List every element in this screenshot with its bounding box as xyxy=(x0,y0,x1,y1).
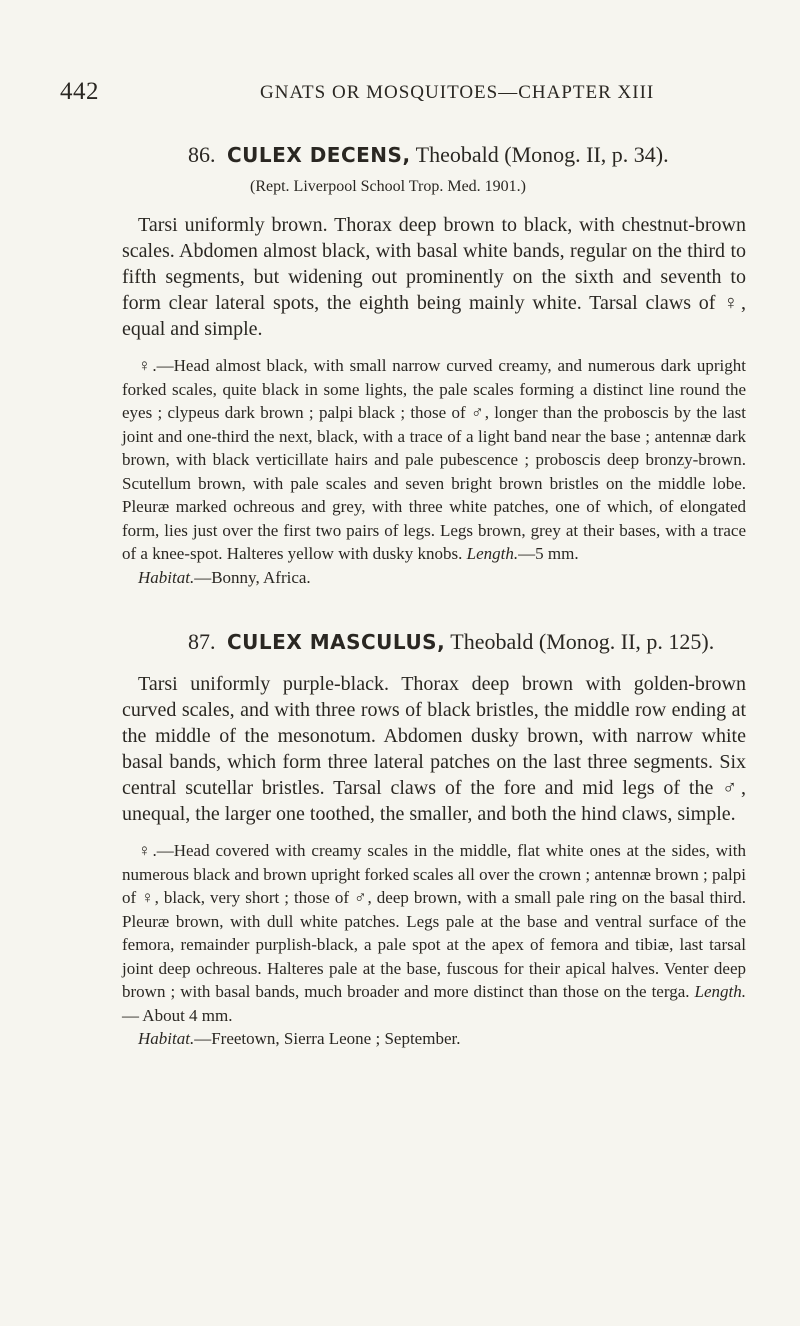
species-name: CULEX DECENS, xyxy=(227,143,411,167)
habitat-label: Habitat. xyxy=(138,1029,195,1048)
entry-heading xyxy=(188,627,746,657)
authority-citation: Theobald (Monog. II, p. 34). xyxy=(415,142,669,167)
literature-reference: (Rept. Liverpool School Trop. Med. 1901.) xyxy=(250,178,526,195)
entry-number: 87. xyxy=(188,629,216,654)
length-value: —5 mm. xyxy=(518,544,579,563)
species-entry-culex-decens xyxy=(122,140,746,589)
habitat-value: —Freetown, Sierra Leone ; September. xyxy=(194,1029,461,1048)
description-text: ♀.—Head covered with creamy scales in the middle, flat white ones at the sides, with numerous black and brown upright forked scales all over the crown ; antennæ brown ; palpi of ♀, black, very short ; those of ♂, deep brown, with a small pale ring on the basal third. Pleuræ brown, with dull white patches. Legs pale at the base and ventral surface of the femora, remainder purplish-black, a pale spot at the apex of femora and tibiæ, last tarsal joint deep ochreous. Halteres pale at the base, fuscous for their apical halves. Venter deep brown ; with basal bands, much broader and more distinct than those on the terga. xyxy=(122,841,746,1001)
habitat-line xyxy=(122,1027,746,1051)
entry-number: 86. xyxy=(188,142,216,167)
description-paragraph xyxy=(122,839,746,1027)
species-name: CULEX MASCULUS, xyxy=(227,630,446,654)
length-label: Length. xyxy=(694,982,746,1001)
habitat-value: —Bonny, Africa. xyxy=(194,567,311,587)
page-number: 442 xyxy=(60,78,99,105)
species-entry-culex-masculus xyxy=(122,627,746,1051)
page-content xyxy=(122,140,746,1051)
diagnosis-paragraph: Tarsi uniformly purple-black. Thorax deep brown with golden-brown curved scales, and with three rows of black bristles, the middle row ending at the middle of the mesonotum. Abdomen dusky brown, with narrow white basal bands, which form three lateral patches on the last three segments. Six central scutellar bristles. Tarsal claws of the fore and mid legs of the ♂, unequal, the larger one toothed, the smaller, and both the hind claws, simple. xyxy=(122,673,746,825)
description-paragraph xyxy=(122,354,746,566)
habitat-label: Habitat. xyxy=(138,567,195,587)
authority-citation: Theobald (Monog. II, p. 125). xyxy=(450,629,715,654)
diagnosis-paragraph: Tarsi uniformly brown. Thorax deep brown to black, with chestnut-brown scales. Abdomen almost black, with basal white bands, regular on the third to fifth segments, but widening out prominently on the sixth and seventh to form clear lateral spots, the eighth being mainly white. Tarsal claws of ♀, equal and simple. xyxy=(122,214,746,340)
entry-separator xyxy=(122,589,746,627)
length-label: Length. xyxy=(466,544,519,563)
entry-heading xyxy=(188,140,746,170)
running-head: GNATS OR MOSQUITOES—CHAPTER XIII xyxy=(260,82,655,103)
habitat-line xyxy=(122,566,746,590)
length-value: — About 4 mm. xyxy=(122,1005,233,1025)
description-text: ♀.—Head almost black, with small narrow curved creamy, and numerous dark upright forked scales, quite black in some lights, the pale scales forming a distinct line round the eyes ; clypeus dark brown ; palpi black ; those of ♂, longer than the proboscis by the last joint and one-third the next, black, with a trace of a light band near the base ; antennæ dark brown, with black verticillate hairs and pale pubescence ; proboscis deep bronzy-brown. Scutellum brown, with pale scales and seven bright brown bristles on the middle lobe. Pleuræ marked ochreous and grey, with three white patches, one of which, of elongated form, lies just over the first two pairs of legs. Legs brown, grey at their bases, with a trace of a knee-spot. Halteres yellow with dusky knobs. xyxy=(122,356,746,563)
